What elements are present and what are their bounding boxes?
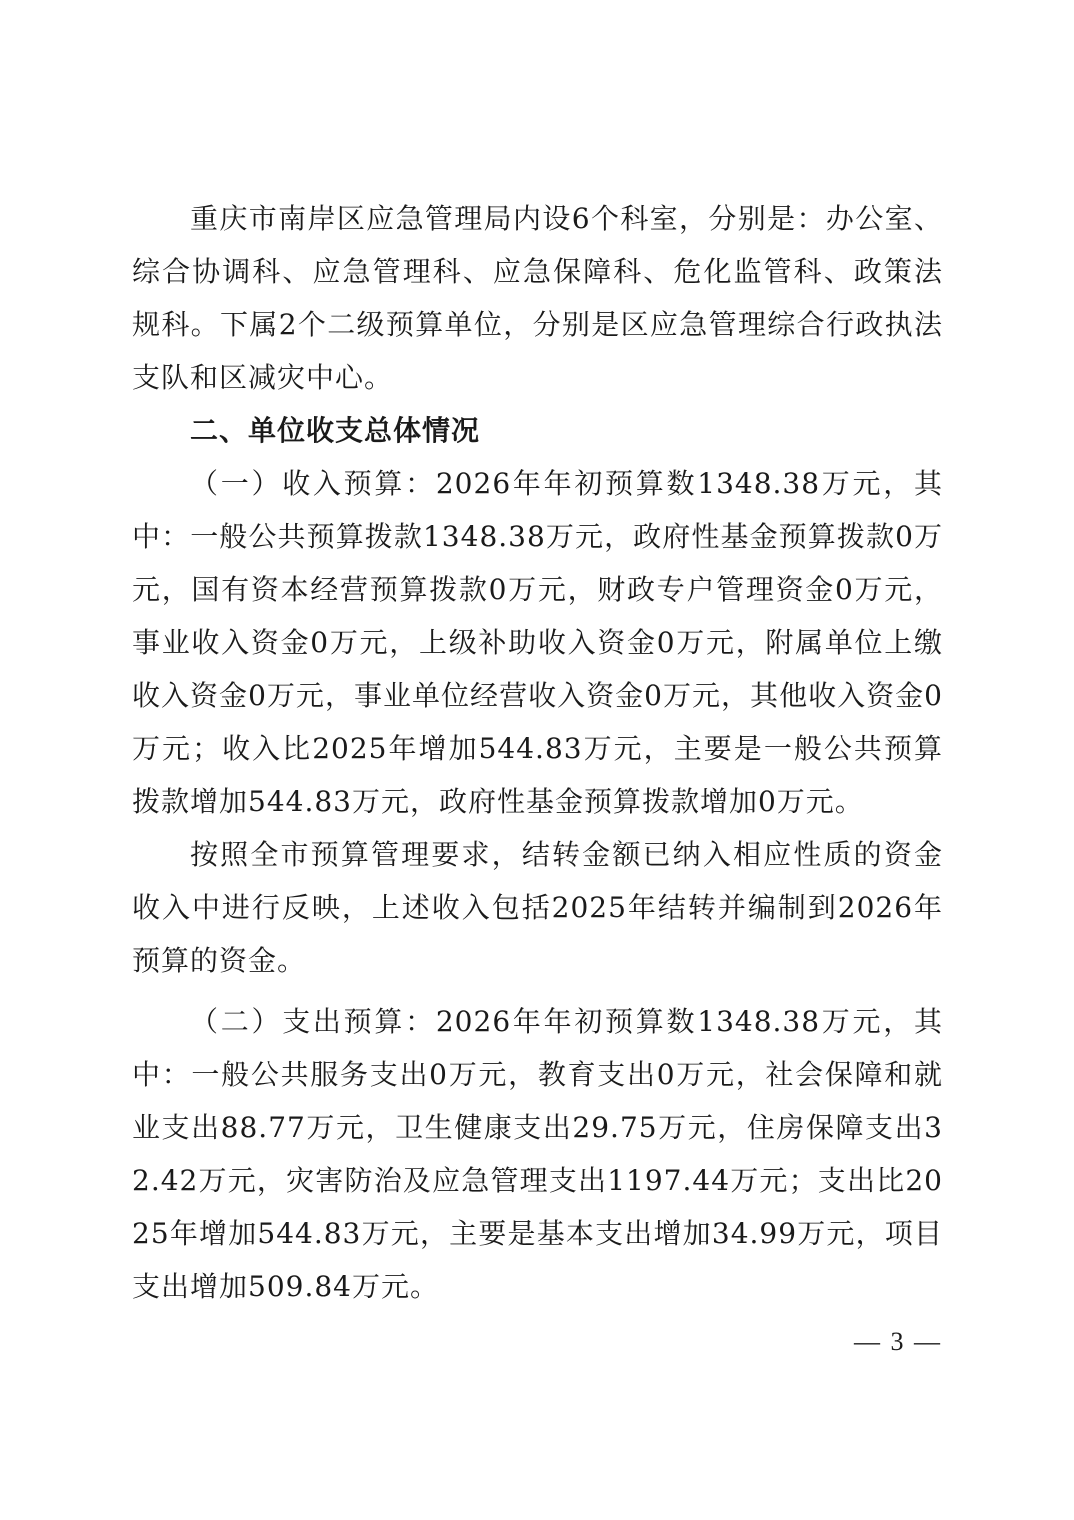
paragraph-carryover-note: 按照全市预算管理要求，结转金额已纳入相应性质的资金收入中进行反映，上述收入包括2025年结转并编制到2026年预算的资金。 bbox=[132, 838, 943, 977]
document-body bbox=[132, 192, 943, 1313]
paragraph-expenditure-budget: （二）支出预算：2026年年初预算数1348.38万元，其中：一般公共服务支出0万元，教育支出0万元，社会保障和就业支出88.77万元，卫生健康支出29.75万元，住房保障支出32.42万元，灾害防治及应急管理支出1197.44万元；支出比2025年增加544.83万元，主要是基本支出增加34.99万元，项目支出增加509.84万元。 bbox=[132, 1005, 943, 1303]
paragraph-income-budget: （一）收入预算：2026年年初预算数1348.38万元，其中：一般公共预算拨款1348.38万元，政府性基金预算拨款0万元，国有资本经营预算拨款0万元，财政专户管理资金0万元，事业收入资金0万元，上级补助收入资金0万元，附属单位上缴收入资金0万元，事业单位经营收入资金0万元，其他收入资金0万元；收入比2025年增加544.83万元，主要是一般公共预算拨款增加544.83万元，政府性基金预算拨款增加0万元。 bbox=[132, 467, 943, 818]
paragraph-org-structure: 重庆市南岸区应急管理局内设6个科室，分别是：办公室、综合协调科、应急管理科、应急保障科、危化监管科、政策法规科。下属2个二级预算单位，分别是区应急管理综合行政执法支队和区减灾中心。 bbox=[132, 202, 943, 394]
section-heading-income-expenditure: 二、单位收支总体情况 bbox=[190, 414, 481, 447]
page-number: — 3 — bbox=[854, 1327, 942, 1356]
